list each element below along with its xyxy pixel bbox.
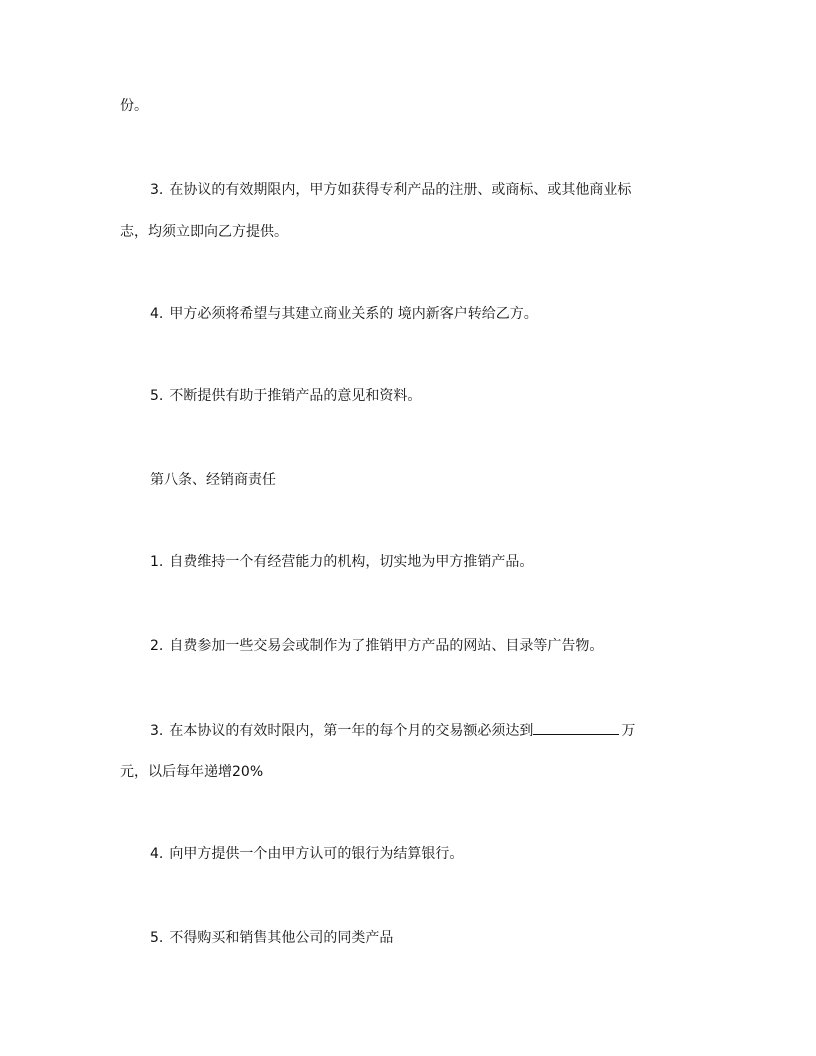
article8-item-3-continuation xyxy=(120,762,263,782)
continuation-fragment: 份。 xyxy=(120,98,148,114)
continuation-text xyxy=(120,96,148,116)
item-number: 3. xyxy=(150,182,164,198)
item-number: 2. xyxy=(150,638,164,654)
item-text: 在协议的有效期限内，甲方如获得专利产品的注册、或商标、或其他商业标 xyxy=(169,182,632,198)
item-text-continuation: 志，均须立即向乙方提供。 xyxy=(120,224,288,240)
item-number: 3. xyxy=(150,723,164,739)
article7-item-5 xyxy=(150,386,421,406)
item-number: 5. xyxy=(150,930,164,946)
item-text: 不得购买和销售其他公司的同类产品 xyxy=(169,930,394,946)
item-text: 甲方必须将希望与其建立商业关系的 境内新客户转给乙方。 xyxy=(169,306,538,322)
article7-item-3-continuation xyxy=(120,222,288,242)
item-text: 不断提供有助于推销产品的意见和资料。 xyxy=(169,388,422,404)
article8-item-5 xyxy=(150,928,393,948)
item-text: 在本协议的有效时限内，第一年的每个月的交易额必须达到 xyxy=(169,723,534,739)
article8-item-3 xyxy=(150,720,635,741)
item-text-continuation: 元，以后每年递增20% xyxy=(120,764,264,780)
item-text: 向甲方提供一个由甲方认可的银行为结算银行。 xyxy=(169,846,464,862)
article8-item-1 xyxy=(150,552,533,572)
item-number: 5. xyxy=(150,388,164,404)
fill-in-blank xyxy=(533,720,619,735)
article8-item-4 xyxy=(150,844,463,864)
article8-item-2 xyxy=(150,636,603,656)
item-number: 1. xyxy=(150,554,164,570)
article-heading: 第八条、经销商责任 xyxy=(150,472,276,488)
item-text: 自费维持一个有经营能力的机构，切实地为甲方推销产品。 xyxy=(169,554,534,570)
item-text-after-blank: 万 xyxy=(621,723,636,739)
item-text: 自费参加一些交易会或制作为了推销甲方产品的网站、目录等广告物。 xyxy=(169,638,604,654)
article7-item-4 xyxy=(150,304,538,324)
article7-item-3 xyxy=(150,180,631,200)
item-number: 4. xyxy=(150,306,164,322)
item-number: 4. xyxy=(150,846,164,862)
article8-heading xyxy=(150,470,276,490)
